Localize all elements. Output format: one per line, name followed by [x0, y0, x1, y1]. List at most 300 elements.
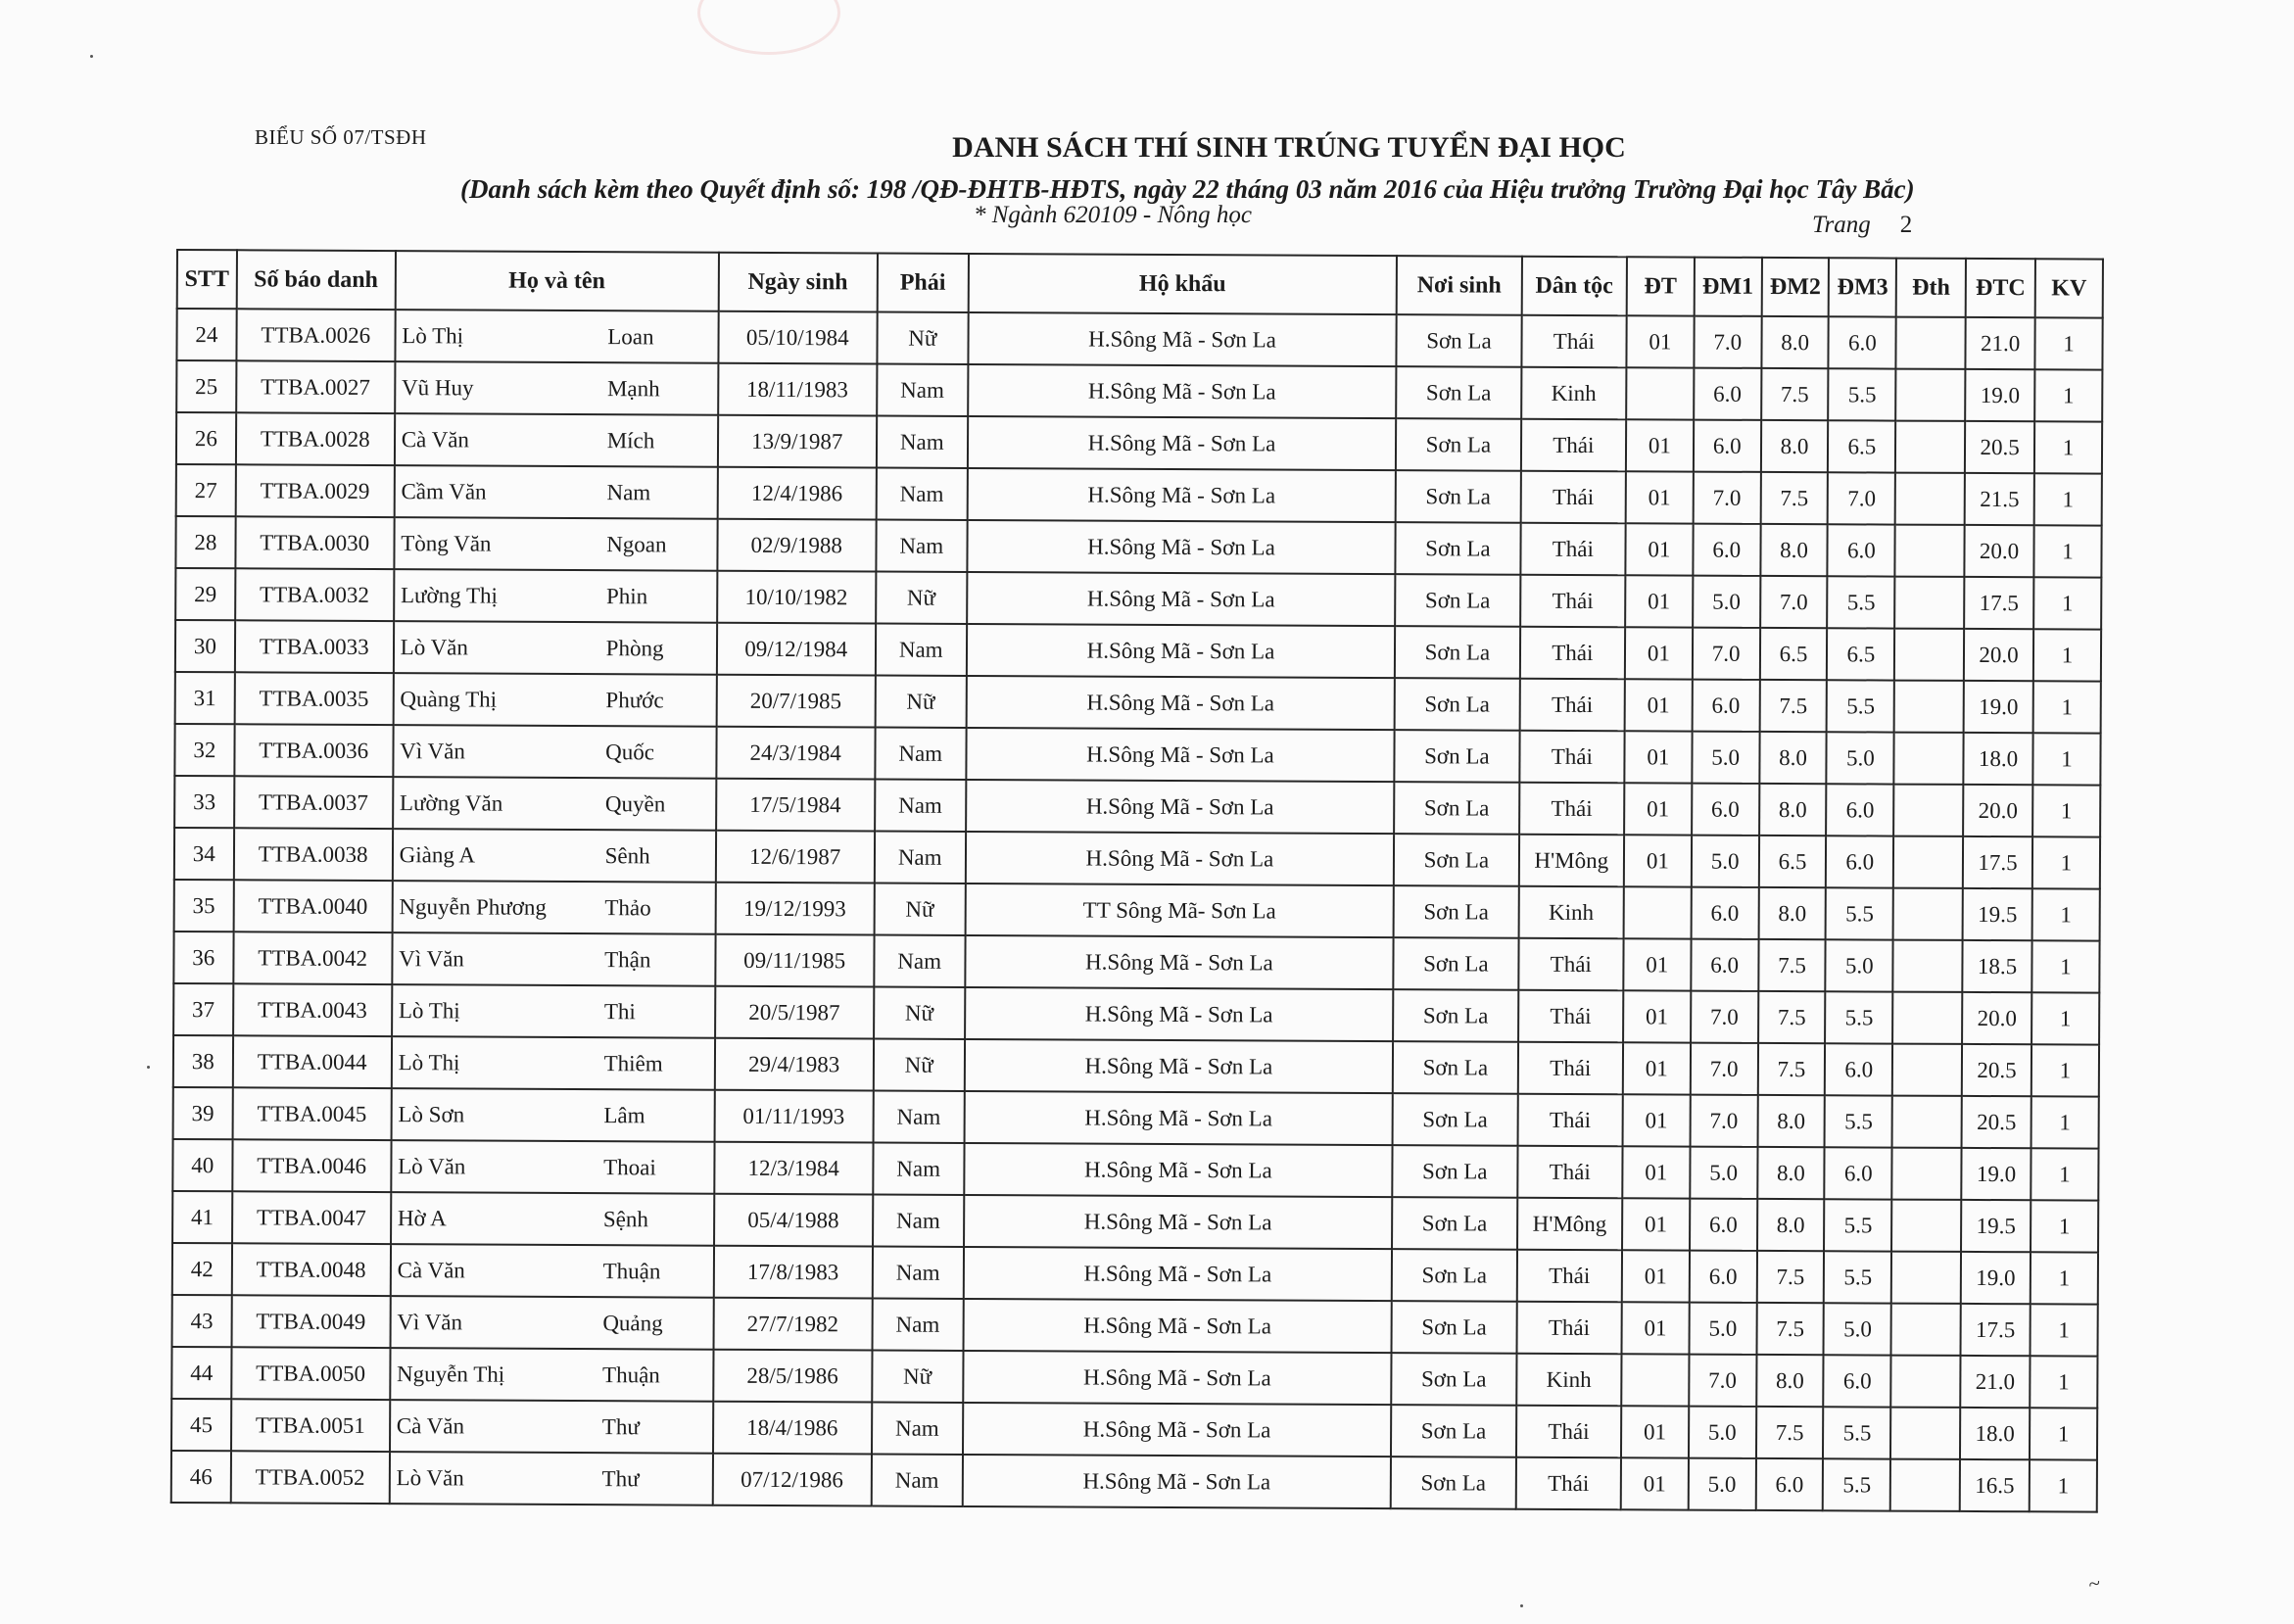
priority-group — [1626, 367, 1694, 419]
total-score: 21.5 — [1965, 473, 2034, 525]
score-subject-3: 6.0 — [1824, 1355, 1891, 1407]
table-row — [175, 620, 2101, 682]
gender: Nam — [872, 1246, 963, 1298]
region: 1 — [2034, 421, 2102, 473]
household-registration: H.Sông Mã - Sơn La — [965, 1039, 1394, 1093]
priority-group: 01 — [1623, 1042, 1691, 1094]
priority-group: 01 — [1623, 1094, 1691, 1146]
household-registration: H.Sông Mã - Sơn La — [963, 1351, 1392, 1405]
surname: Lò Thị — [398, 1049, 460, 1075]
score-subject-2: 8.0 — [1758, 887, 1826, 939]
ethnicity: Thái — [1517, 1146, 1623, 1199]
surname: Lò Thị — [398, 997, 460, 1023]
score-subject-3: 6.0 — [1828, 524, 1895, 576]
household-registration: H.Sông Mã - Sơn La — [968, 364, 1397, 418]
candidate-id: TTBA.0028 — [236, 412, 395, 465]
given-name: Phước — [605, 687, 664, 712]
score-bonus — [1890, 1408, 1960, 1459]
total-score: 21.0 — [1966, 317, 2035, 369]
given-name: Quyền — [604, 790, 666, 816]
document-subtitle: (Danh sách kèm theo Quyết định số: 198 /QĐ-ĐHTB-HĐTS, ngày 22 tháng 03 năm 2016 của Hiệu trưởng Trường Đại học Tây Bắc) — [460, 174, 1915, 204]
score-subject-1: 5.0 — [1689, 1303, 1756, 1355]
row-number: 41 — [172, 1191, 232, 1243]
surname: Hờ A — [397, 1205, 447, 1230]
priority-group — [1624, 886, 1692, 938]
region: 1 — [2031, 1200, 2098, 1252]
birthplace: Sơn La — [1392, 1197, 1517, 1250]
given-name: Phòng — [605, 635, 664, 660]
candidate-id: TTBA.0051 — [231, 1399, 390, 1452]
score-subject-3: 5.0 — [1824, 1303, 1891, 1355]
given-name: Thận — [604, 946, 651, 972]
score-subject-3: 5.5 — [1824, 1199, 1891, 1251]
birth-date: 19/12/1993 — [715, 883, 874, 935]
birth-date: 18/11/1983 — [718, 363, 877, 416]
ethnicity: Thái — [1516, 1302, 1622, 1355]
table-row — [176, 464, 2102, 526]
score-bonus — [1891, 1304, 1961, 1356]
given-name: Thư — [601, 1413, 640, 1439]
total-score: 20.0 — [1965, 525, 2034, 577]
column-header: Nơi sinh — [1397, 256, 1522, 315]
gender: Nam — [871, 1454, 962, 1505]
surname: Nguyễn Thị — [397, 1361, 505, 1387]
major-line: * Ngành 620109 - Nông học — [974, 202, 1253, 228]
score-subject-2: 7.5 — [1756, 1303, 1824, 1355]
score-subject-2: 8.0 — [1759, 732, 1827, 784]
row-number: 42 — [172, 1243, 232, 1295]
score-subject-2: 7.5 — [1756, 1407, 1824, 1458]
score-bonus — [1895, 421, 1965, 473]
full-name — [395, 310, 718, 363]
score-subject-3: 6.0 — [1825, 1147, 1892, 1199]
total-score: 20.0 — [1963, 785, 2032, 836]
region: 1 — [2031, 1148, 2098, 1200]
ethnicity: Thái — [1516, 1250, 1622, 1303]
ethnicity: H'Mông — [1517, 1198, 1623, 1251]
given-name: Quảng — [602, 1310, 663, 1335]
household-registration: H.Sông Mã - Sơn La — [964, 1247, 1393, 1301]
ethnicity: Thái — [1520, 575, 1626, 628]
surname: Lò Văn — [396, 1464, 464, 1490]
score-subject-2: 7.0 — [1760, 576, 1828, 628]
score-subject-2: 6.0 — [1755, 1458, 1823, 1510]
gender: Nam — [872, 1298, 963, 1350]
score-subject-2: 8.0 — [1757, 1147, 1825, 1199]
birth-date: 12/4/1986 — [717, 467, 876, 520]
score-subject-3: 5.5 — [1825, 1095, 1892, 1147]
score-bonus — [1893, 836, 1963, 888]
score-subject-1: 6.0 — [1694, 420, 1761, 472]
table-row — [171, 1451, 2097, 1512]
household-registration: H.Sông Mã - Sơn La — [966, 832, 1395, 885]
score-subject-3: 6.0 — [1829, 316, 1896, 368]
full-name — [393, 725, 716, 779]
table-row — [175, 672, 2101, 734]
surname: Lò Văn — [398, 1153, 466, 1178]
full-name — [394, 569, 717, 623]
birth-date: 07/12/1986 — [712, 1454, 871, 1506]
full-name — [392, 1036, 715, 1090]
score-subject-1: 6.0 — [1690, 1199, 1757, 1251]
region: 1 — [2032, 836, 2100, 888]
birthplace: Sơn La — [1395, 678, 1520, 731]
row-number: 37 — [173, 983, 233, 1035]
candidate-id: TTBA.0029 — [235, 464, 394, 517]
birthplace: Sơn La — [1392, 1301, 1517, 1354]
document-title: DANH SÁCH THÍ SINH TRÚNG TUYỂN ĐẠI HỌC — [952, 131, 1626, 164]
row-number: 46 — [171, 1451, 231, 1503]
priority-group: 01 — [1622, 1250, 1690, 1302]
row-number: 26 — [176, 412, 236, 464]
given-name: Mạnh — [606, 375, 660, 401]
row-number: 40 — [172, 1139, 232, 1191]
birth-date: 13/9/1987 — [718, 415, 877, 468]
given-name: Ngoan — [606, 531, 667, 556]
total-score: 18.5 — [1962, 940, 2031, 992]
candidate-id: TTBA.0035 — [234, 672, 393, 725]
score-subject-2: 7.5 — [1759, 680, 1827, 732]
ethnicity: Thái — [1521, 419, 1627, 472]
priority-group: 01 — [1626, 419, 1694, 471]
page-label: Trang — [1812, 212, 1871, 238]
column-header: Ngày sinh — [718, 253, 877, 312]
row-number: 32 — [174, 724, 234, 776]
table-row — [172, 1191, 2098, 1253]
birth-date: 27/7/1982 — [713, 1298, 872, 1351]
column-header: ĐTC — [1966, 259, 2035, 317]
household-registration: H.Sông Mã - Sơn La — [967, 520, 1396, 574]
score-subject-1: 6.0 — [1690, 1251, 1757, 1303]
row-number: 43 — [172, 1295, 232, 1347]
birth-date: 05/10/1984 — [718, 311, 877, 364]
candidate-id: TTBA.0032 — [235, 568, 394, 621]
score-subject-2: 8.0 — [1759, 784, 1827, 836]
birthplace: Sơn La — [1396, 418, 1521, 471]
table-row — [173, 1035, 2099, 1097]
candidate-id: TTBA.0043 — [233, 983, 392, 1036]
surname: Lò Thị — [402, 322, 464, 348]
row-number: 25 — [176, 360, 236, 412]
total-score: 18.0 — [1964, 733, 2033, 785]
full-name — [395, 413, 718, 467]
total-score: 19.0 — [1965, 369, 2034, 421]
score-subject-2: 8.0 — [1757, 1199, 1825, 1251]
region: 1 — [2031, 1044, 2099, 1096]
full-name — [392, 932, 715, 986]
region: 1 — [2032, 888, 2100, 940]
table-row — [173, 1087, 2099, 1149]
birthplace: Sơn La — [1396, 470, 1521, 523]
gender: Nam — [872, 1402, 963, 1454]
score-subject-2: 7.5 — [1760, 472, 1828, 524]
column-header: Phái — [877, 253, 968, 311]
score-subject-1: 6.0 — [1691, 939, 1758, 991]
ethnicity: Thái — [1519, 783, 1625, 836]
surname: Vì Văn — [399, 945, 464, 971]
score-subject-3: 5.5 — [1823, 1407, 1890, 1458]
birth-date: 09/11/1985 — [715, 934, 874, 987]
score-subject-2: 6.5 — [1758, 836, 1826, 887]
full-name — [392, 984, 715, 1038]
surname: Lường Văn — [399, 789, 503, 816]
candidate-id: TTBA.0037 — [234, 776, 393, 829]
score-bonus — [1894, 681, 1964, 733]
given-name: Phin — [605, 583, 648, 608]
region: 1 — [2034, 317, 2102, 369]
score-subject-3: 6.0 — [1827, 784, 1894, 836]
score-bonus — [1895, 473, 1965, 525]
given-name: Quốc — [605, 739, 655, 764]
priority-group: 01 — [1625, 523, 1693, 575]
row-number: 35 — [174, 880, 234, 931]
score-bonus — [1895, 369, 1965, 421]
household-registration: H.Sông Mã - Sơn La — [965, 935, 1394, 989]
score-subject-1: 5.0 — [1689, 1407, 1756, 1458]
ethnicity: Thái — [1519, 679, 1625, 732]
scan-speck — [147, 1066, 150, 1069]
gender: Nam — [874, 934, 965, 986]
priority-group: 01 — [1626, 315, 1694, 367]
birthplace: Sơn La — [1391, 1457, 1516, 1509]
priority-group: 01 — [1624, 835, 1692, 886]
column-header: Hộ khẩu — [969, 254, 1398, 314]
score-subject-2: 7.5 — [1758, 939, 1826, 991]
priority-group: 01 — [1625, 575, 1693, 627]
score-subject-2: 6.5 — [1760, 628, 1828, 680]
household-registration: H.Sông Mã - Sơn La — [966, 780, 1395, 834]
score-bonus — [1894, 577, 1964, 629]
score-subject-3: 7.0 — [1828, 472, 1895, 524]
birth-date: 29/4/1983 — [715, 1038, 874, 1091]
surname: Vì Văn — [400, 738, 465, 763]
priority-group: 01 — [1623, 938, 1691, 990]
birth-date: 17/5/1984 — [716, 779, 875, 832]
column-header: Đth — [1896, 259, 1966, 317]
total-score: 19.5 — [1961, 1200, 2031, 1252]
priority-group: 01 — [1621, 1457, 1689, 1509]
household-registration: H.Sông Mã - Sơn La — [968, 416, 1397, 470]
birth-date: 12/3/1984 — [714, 1142, 873, 1195]
scan-speck — [1520, 1604, 1523, 1607]
region: 1 — [2033, 681, 2101, 733]
given-name: Thoai — [603, 1154, 656, 1179]
column-header: Số báo danh — [236, 250, 395, 310]
table-row — [175, 568, 2101, 630]
column-header: STT — [177, 250, 237, 309]
total-score: 19.0 — [1961, 1252, 2031, 1304]
household-registration: H.Sông Mã - Sơn La — [964, 1091, 1393, 1145]
surname: Tòng Văn — [401, 530, 492, 556]
score-subject-3: 6.0 — [1826, 836, 1893, 887]
birth-date: 12/6/1987 — [716, 831, 875, 884]
surname: Quàng Thị — [400, 686, 498, 712]
total-score: 17.5 — [1961, 1304, 2031, 1356]
score-subject-3: 5.5 — [1823, 1458, 1890, 1510]
score-subject-1: 5.0 — [1692, 836, 1759, 887]
given-name: Sênh — [604, 842, 650, 868]
priority-group: 01 — [1625, 679, 1693, 731]
total-score: 19.0 — [1961, 1148, 2031, 1200]
score-subject-3: 6.0 — [1825, 1043, 1892, 1095]
ethnicity: Thái — [1519, 731, 1625, 784]
birth-date: 18/4/1986 — [713, 1402, 872, 1455]
birthplace: Sơn La — [1391, 1353, 1516, 1406]
surname: Cà Văn — [401, 426, 470, 452]
given-name: Mích — [606, 427, 655, 453]
candidate-id: TTBA.0033 — [235, 620, 394, 673]
full-name — [394, 621, 717, 675]
surname: Cà Văn — [397, 1257, 465, 1282]
score-subject-2: 8.0 — [1757, 1095, 1825, 1147]
given-name: Thảo — [604, 894, 651, 920]
table-row — [176, 309, 2102, 370]
region: 1 — [2033, 577, 2101, 629]
ethnicity: H'Mông — [1519, 835, 1625, 887]
surname: Cầm Văn — [401, 478, 487, 504]
region: 1 — [2032, 785, 2100, 836]
ethnicity: Thái — [1520, 627, 1626, 680]
gender: Nữ — [872, 1350, 963, 1402]
given-name: Thuận — [602, 1361, 660, 1387]
column-header: Họ và tên — [395, 251, 718, 311]
household-registration: H.Sông Mã - Sơn La — [965, 987, 1394, 1041]
region: 1 — [2030, 1356, 2097, 1408]
full-name — [390, 1296, 713, 1350]
row-number: 29 — [175, 568, 235, 620]
full-name — [394, 465, 717, 519]
table-row — [173, 931, 2099, 993]
score-subject-1: 6.0 — [1694, 368, 1761, 420]
score-subject-1: 7.0 — [1693, 472, 1760, 524]
birthplace: Sơn La — [1393, 1093, 1518, 1146]
total-score: 20.0 — [1964, 629, 2033, 681]
table-row — [176, 412, 2102, 474]
total-score: 20.5 — [1962, 1096, 2031, 1148]
score-subject-1: 7.0 — [1693, 628, 1760, 680]
score-bonus — [1892, 1096, 1962, 1148]
table-row — [174, 776, 2100, 837]
score-subject-3: 6.5 — [1827, 628, 1894, 680]
candidate-id: TTBA.0038 — [234, 828, 393, 881]
column-header: ĐT — [1627, 257, 1695, 315]
given-name: Thi — [603, 998, 636, 1024]
birthplace: Sơn La — [1394, 885, 1519, 938]
candidates-table — [170, 249, 2104, 1513]
score-subject-1: 7.0 — [1691, 991, 1758, 1043]
total-score: 19.5 — [1963, 888, 2032, 940]
score-subject-3: 5.0 — [1827, 732, 1894, 784]
ethnicity: Kinh — [1516, 1354, 1622, 1407]
priority-group: 01 — [1621, 1406, 1689, 1457]
birthplace: Sơn La — [1392, 1249, 1517, 1302]
total-score: 17.5 — [1963, 836, 2032, 888]
birth-date: 20/5/1987 — [715, 986, 874, 1039]
given-name: Sệnh — [602, 1206, 648, 1231]
full-name — [390, 1400, 713, 1454]
given-name: Thiêm — [603, 1050, 663, 1075]
row-number: 27 — [176, 464, 236, 516]
table-row — [174, 724, 2100, 786]
score-subject-2: 8.0 — [1761, 316, 1829, 368]
column-header: KV — [2035, 259, 2103, 317]
given-name: Loan — [607, 323, 654, 349]
score-bonus — [1894, 733, 1964, 785]
gender: Nam — [875, 831, 966, 883]
score-subject-1: 6.0 — [1692, 784, 1759, 836]
household-registration: H.Sông Mã - Sơn La — [963, 1299, 1392, 1353]
faded-stamp — [697, 0, 840, 55]
surname: Cà Văn — [396, 1412, 465, 1438]
ethnicity: Thái — [1518, 938, 1624, 991]
household-registration: H.Sông Mã - Sơn La — [967, 624, 1396, 678]
ethnicity: Thái — [1521, 315, 1627, 368]
gender: Nam — [875, 779, 966, 831]
birth-date: 17/8/1983 — [713, 1246, 872, 1299]
full-name — [391, 1192, 714, 1246]
table-row — [171, 1399, 2097, 1460]
score-subject-1: 5.0 — [1689, 1458, 1756, 1510]
total-score: 20.0 — [1962, 992, 2031, 1044]
full-name — [395, 361, 718, 415]
gender: Nữ — [874, 883, 965, 934]
table-row — [174, 880, 2100, 941]
score-bonus — [1894, 629, 1964, 681]
score-subject-1: 7.0 — [1691, 1043, 1758, 1095]
surname: Nguyễn Phương — [399, 893, 547, 920]
priority-group: 01 — [1624, 783, 1692, 835]
score-bonus — [1893, 785, 1963, 836]
full-name — [394, 517, 717, 571]
ethnicity: Thái — [1516, 1406, 1622, 1458]
score-subject-2: 7.5 — [1756, 1251, 1824, 1303]
birthplace: Sơn La — [1395, 574, 1520, 627]
priority-group: 01 — [1625, 627, 1693, 679]
gender: Nữ — [873, 1038, 964, 1090]
total-score: 19.0 — [1964, 681, 2033, 733]
surname: Lò Văn — [400, 634, 468, 659]
surname: Lường Thị — [400, 582, 498, 608]
gender: Nam — [873, 1090, 964, 1142]
score-subject-1: 7.0 — [1689, 1355, 1756, 1407]
ethnicity: Thái — [1515, 1457, 1621, 1510]
score-bonus — [1891, 1356, 1961, 1408]
ethnicity: Thái — [1520, 523, 1626, 576]
region: 1 — [2031, 992, 2099, 1044]
candidate-id: TTBA.0050 — [231, 1347, 390, 1400]
row-number: 24 — [176, 309, 236, 360]
candidate-id: TTBA.0040 — [233, 880, 392, 932]
row-number: 34 — [174, 828, 234, 880]
column-header: ĐM3 — [1829, 258, 1896, 316]
table-row — [171, 1347, 2097, 1409]
household-registration: H.Sông Mã - Sơn La — [966, 676, 1395, 730]
birthplace: Sơn La — [1393, 937, 1518, 990]
score-bonus — [1891, 1252, 1961, 1304]
row-number: 33 — [174, 776, 234, 828]
score-subject-2: 7.5 — [1761, 368, 1829, 420]
full-name — [392, 881, 715, 934]
score-subject-2: 8.0 — [1760, 524, 1828, 576]
table-row — [176, 360, 2102, 422]
candidate-id: TTBA.0049 — [231, 1295, 390, 1348]
page-indicator — [1812, 212, 1912, 239]
region: 1 — [2033, 525, 2101, 577]
birthplace: Sơn La — [1393, 989, 1518, 1042]
gender: Nữ — [877, 311, 968, 363]
full-name — [390, 1348, 713, 1402]
ethnicity: Thái — [1517, 1094, 1623, 1147]
